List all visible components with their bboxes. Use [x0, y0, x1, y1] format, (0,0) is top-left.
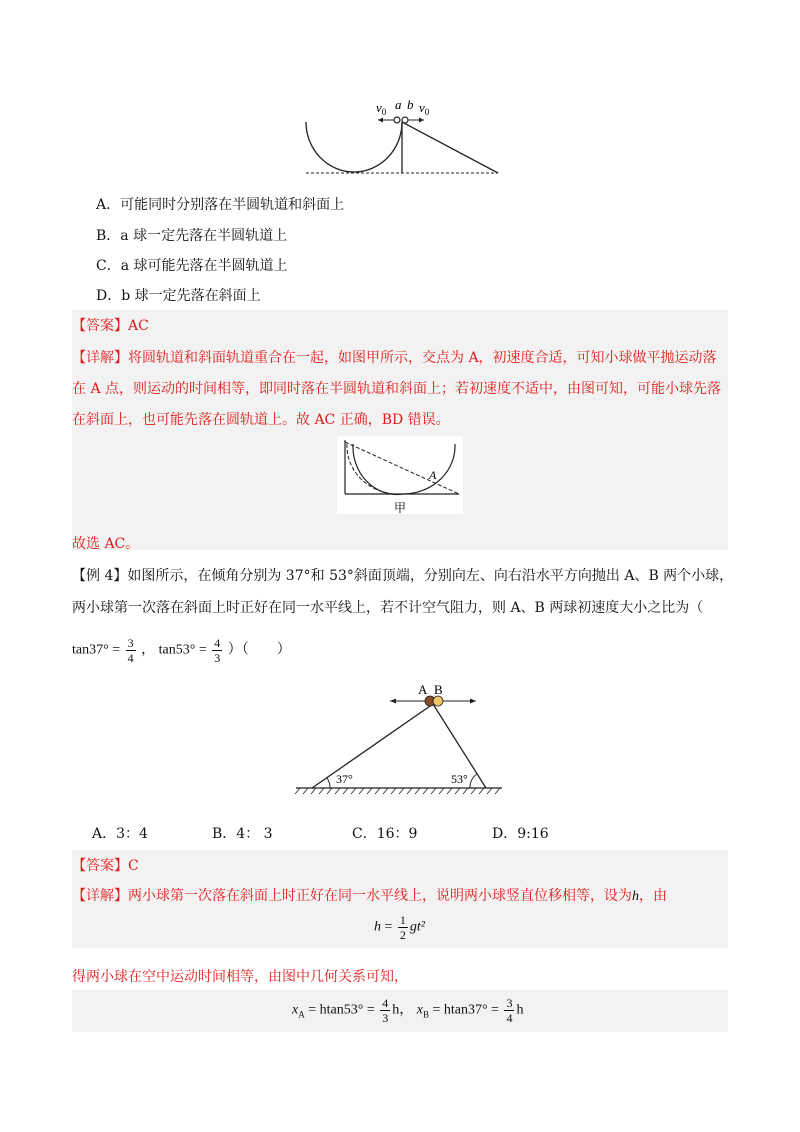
tan37: tan37°: [72, 642, 109, 658]
jia-caption: 甲: [394, 501, 407, 515]
tan37-frac: $\frac{3}{4}$: [127, 636, 134, 665]
incline-slope: [402, 122, 498, 173]
q3-option-b: B．a 球一定先落在半圆轨道上: [96, 228, 288, 244]
label-angle-37: 37°: [336, 772, 353, 786]
label-b: b: [407, 97, 414, 112]
angle-arc-left: [327, 778, 330, 788]
arrow-left-head: [390, 699, 396, 704]
ex4-line-1: 【例 4】如图所示，在倾角分别为 37°和 53°斜面顶端，分别向左、向右沿水平方向抛出 A、B 两个小球，: [72, 568, 734, 584]
arrow-left-head: [378, 118, 383, 123]
label-angle-53: 53°: [451, 772, 468, 786]
q3-conclusion: 故选 AC。: [72, 536, 140, 552]
q3-detail-line-2: 在 A 点，则运动的时间相等，即同时落在半圆轨道和斜面上；若初速度不适中，由图可知，可能小球先落: [72, 381, 722, 397]
label-v0-left: $v_0$: [376, 100, 387, 117]
ball-a: [394, 117, 400, 123]
jia-incline-dashed: [345, 442, 459, 494]
figure-jia: [337, 436, 463, 516]
ex4-detail: 【详解】两小球第一次落在斜面上时正好在同一水平线上，说明两小球竖直位移相等，设为h，由: [72, 888, 667, 904]
q3-option-d: D．b 球一定先落在斜面上: [96, 288, 261, 304]
semicircle-track: [306, 122, 402, 172]
jia-inner-arc: [353, 444, 403, 494]
label-b: B: [434, 682, 443, 697]
ex4-option-b: B．4： 3: [212, 826, 273, 842]
tan53-frac: $\frac{4}{3}$: [214, 636, 221, 665]
equation-h: h = $\frac{1}{2}$ gt²: [374, 913, 425, 942]
figure-semicircle-incline: [300, 96, 510, 178]
jia-label-a: A: [429, 468, 437, 482]
ex4-answer: 【答案】C: [72, 858, 139, 874]
ex4-option-c: C．16：9: [352, 826, 418, 842]
q3-detail-line-3: 在斜面上，也可能先落在圆轨道上。故 AC 正确，BD 错误。: [72, 412, 450, 428]
q3-detail-line-1: 【详解】将圆轨道和斜面轨道重合在一起，如图甲所示，交点为 A，初速度合适，可知小球做平抛运动落: [72, 350, 717, 366]
angle-arc-right: [470, 774, 477, 788]
ex4-option-d: D．9:16: [492, 826, 549, 842]
label-a: A: [418, 682, 428, 697]
tan53: tan53°: [158, 642, 196, 658]
q3-answer: 【答案】AC: [72, 318, 149, 334]
label-v0-right: $v_0$: [419, 100, 430, 117]
ex4-option-a: A．3：4: [92, 826, 148, 842]
arrow-right-head: [470, 699, 476, 704]
incline-left: [312, 704, 433, 788]
figure-two-inclines: [290, 680, 510, 800]
ground-hatch: [295, 788, 500, 794]
ex4-line-2: 两小球第一次落在斜面上时正好在同一水平线上，若不计空气阻力，则 A、B 两球初速度大小之比为（: [72, 600, 704, 616]
q3-option-a: A．可能同时分别落在半圆轨道和斜面上: [96, 197, 345, 213]
ball-b: [433, 696, 443, 706]
label-a: a: [395, 97, 402, 112]
arrow-right-head: [419, 118, 424, 123]
equation-xa-xb: $x_A = htan53^\circ$ = $\frac{4}{3}$ h， $x_B = htan37^\circ$ = $\frac{3}{4}$ h: [292, 996, 524, 1025]
ex4-tan-line: tan37° = $\frac{3}{4}$ ， tan53° = $\frac{4}{3}$ ）（ ）: [72, 636, 291, 665]
jia-semicircle-dashed: [347, 444, 403, 494]
q3-option-c: C．a 球可能先落在半圆轨道上: [96, 258, 288, 274]
ex4-middle-line: 得两小球在空中运动时间相等，由图中几何关系可知，: [72, 969, 408, 985]
ball-b: [402, 117, 408, 123]
